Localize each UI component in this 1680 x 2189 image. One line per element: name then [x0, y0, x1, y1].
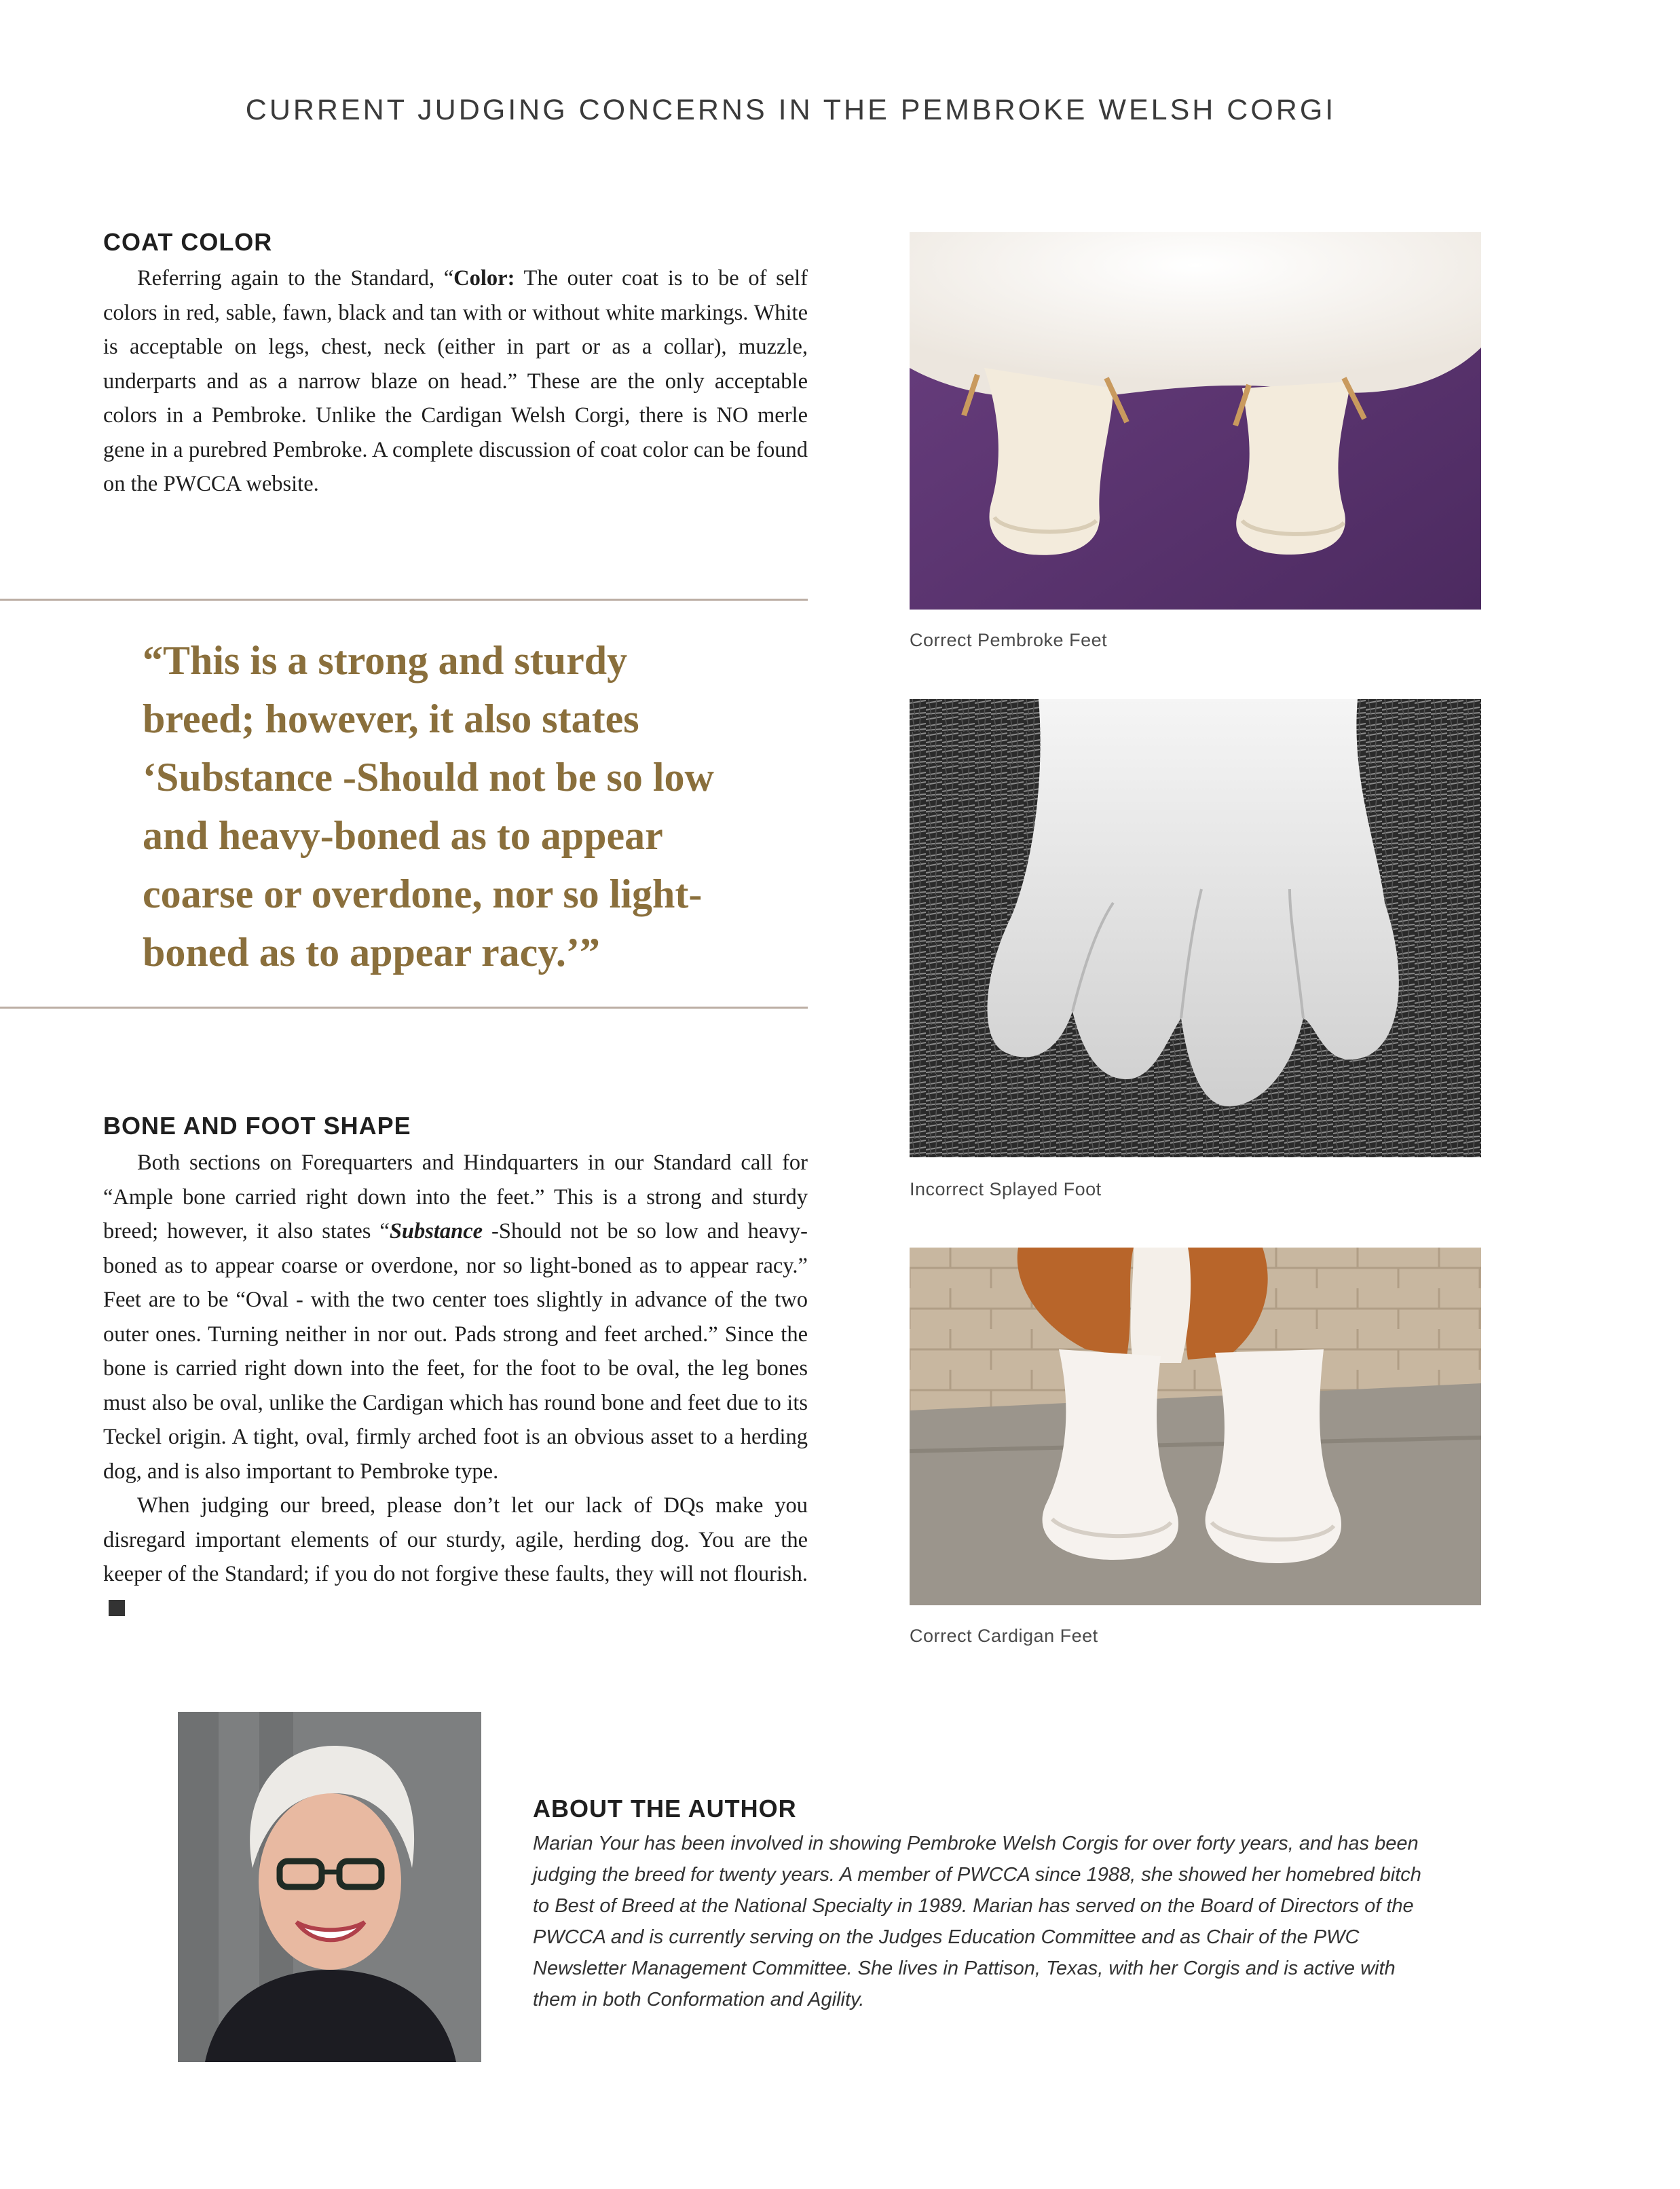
coat-color-heading: COAT COLOR [103, 228, 273, 256]
pullquote: “This is a strong and sturdy breed; however, it also states ‘Substance -Should not be so low and heavy-boned as to appear coarse or overdone, nor so light-boned as to appear racy.’” [143, 638, 714, 975]
bone-foot-paragraph-2: When judging our breed, please don’t let our lack of DQs make you disregard important elements of our sturdy, agile, herding dog. You are the keeper of the Standard; if you do not forgive these faults, they will not flourish. [103, 1489, 808, 1626]
bone-foot-heading: BONE AND FOOT SHAPE [103, 1112, 411, 1140]
photo-splayed-foot [910, 699, 1481, 1157]
pembroke-feet-image [910, 232, 1481, 610]
author-bio: Marian Your has been involved in showing Pembroke Welsh Corgis for over forty years, and has been judging the breed for twenty years. A member of PWCCA since 1988, she showed her homebred bitch to Best of Breed at the National Specialty in 1989. Marian has served on the Board of Directors of the PWCCA and is currently serving on the Judges Education Committee and as Chair of the PWC Newsletter Management Committee. She lives in Pattison, Texas, with her Corgis and is active with them in both Conformation and Agility. [533, 1833, 1421, 2010]
pullquote-top-rule [0, 599, 808, 601]
pullquote-bottom-rule [0, 1007, 808, 1009]
author-portrait-image [178, 1712, 481, 2062]
end-mark-icon [109, 1600, 125, 1616]
caption-pembroke-feet: Correct Pembroke Feet [910, 630, 1108, 650]
photo-pembroke-feet [910, 232, 1481, 610]
author-photo [178, 1712, 481, 2062]
splayed-foot-image [910, 699, 1481, 1157]
bone-foot-paragraph-1: Both sections on Forequarters and Hindquarters in our Standard call for “Ample bone carried right down into the feet.” This is a strong and sturdy breed; however, it also states “Substance -Should not be so low and heavy-boned as to appear coarse or overdone, nor so light-boned as to appear racy.” Feet are to be “Oval - with the two center toes slightly in advance of the two outer ones. Turning neither in nor out. Pads strong and feet arched.” Since the bone is carried right down into the feet, for the foot to be oval, the leg bones must also be oval, unlike the Cardigan which has round bone and feet due to its Teckel origin. A tight, oval, firmly arched foot is an obvious asset to a herding dog, and is also important to Pembroke type. [103, 1150, 808, 1484]
coat-color-body [103, 261, 808, 502]
caption-cardigan-feet: Correct Cardigan Feet [910, 1626, 1098, 1646]
caption-splayed-foot: Incorrect Splayed Foot [910, 1179, 1102, 1199]
photo-cardigan-feet [910, 1248, 1481, 1605]
cardigan-feet-image [910, 1248, 1481, 1605]
color-term: Color: [453, 266, 515, 291]
page-header: CURRENT JUDGING CONCERNS IN THE PEMBROKE WELSH CORGI [245, 94, 1337, 126]
about-author-heading: ABOUT THE AUTHOR [533, 1795, 797, 1822]
coat-color-paragraph: Referring again to the Standard, “Color: The outer coat is to be of self colors in red, sable, fawn, black and tan with or without white markings. White is acceptable on legs, chest, neck (either in part or as a collar), muzzle, underparts and as a narrow blaze on head.” These are the only acceptable colors in a Pembroke. Unlike the Cardigan Welsh Corgi, there is NO merle gene in a purebred Pembroke. A complete discussion of coat color can be found on the PWCCA website. [103, 266, 808, 496]
bone-foot-body [103, 1146, 808, 1626]
substance-term: Substance [389, 1219, 483, 1243]
